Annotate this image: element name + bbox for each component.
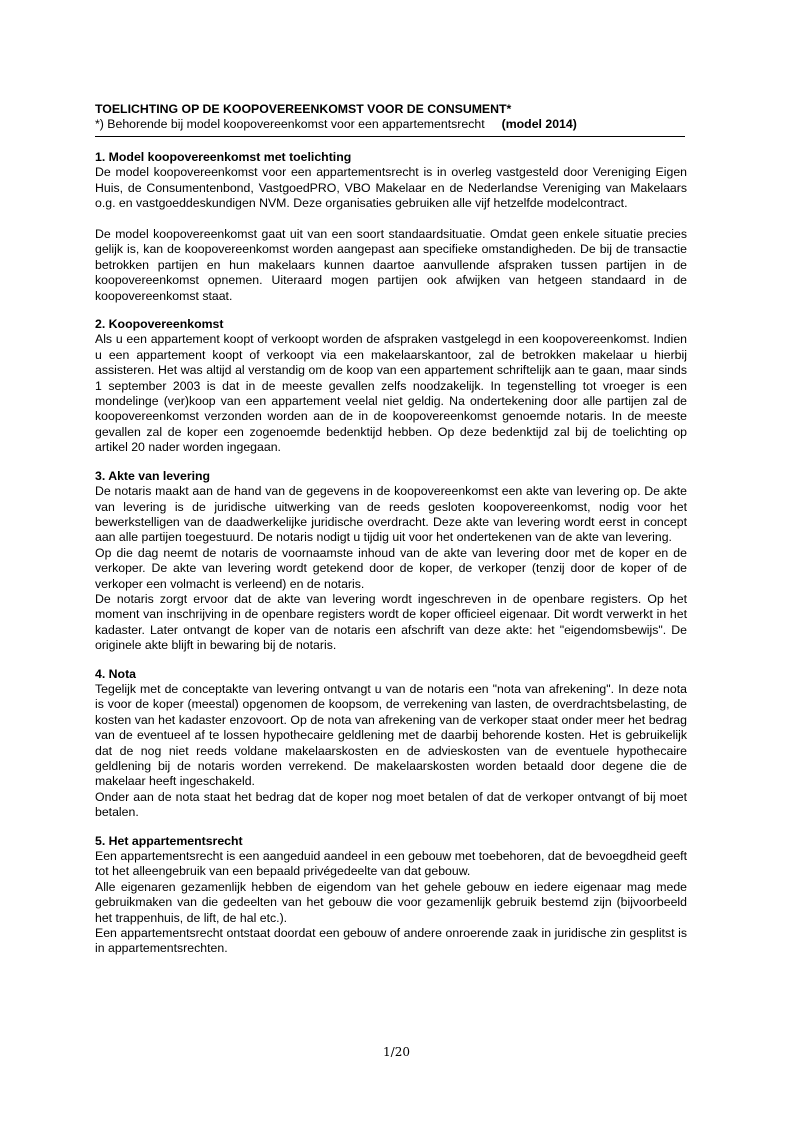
document-subtitle bbox=[95, 117, 687, 132]
section-heading: 3. Akte van levering bbox=[95, 468, 211, 483]
section-heading: 4. Nota bbox=[95, 666, 136, 681]
section-nota bbox=[95, 667, 687, 821]
section-paragraph: De notaris maakt aan de hand van de gegevens in de koopovereenkomst een akte van levering op. De akte van levering is de juridische uitwerking van de reeds gesloten koopovereenkomst, nodig voor het bewerkstelligen van de daadwerkelijke juridische overdracht. Deze akte van levering wordt eerst in concept aan alle partijen toegestuurd. De notaris nodigt u tijdig uit voor het ondertekenen van de akte van levering. bbox=[95, 484, 687, 545]
page-number: 1/20 bbox=[383, 1045, 410, 1059]
section-akte-van-levering bbox=[95, 469, 687, 654]
section-paragraph: Onder aan de nota staat het bedrag dat de koper nog moet betalen of dat de verkoper ontvangt of bij moet betalen. bbox=[95, 789, 687, 820]
section-model bbox=[95, 150, 687, 304]
section-paragraph: De model koopovereenkomst voor een appartementsrecht is in overleg vastgesteld door Vereniging Eigen Huis, de Consumentenbond, VastgoedPRO, VBO Makelaar en de Nederlandse Vereniging van Makelaars o.g. en vastgoeddeskundigen NVM. Deze organisaties gebruiken alle vijf hetzelfde modelcontract. bbox=[95, 165, 687, 211]
section-koopovereenkomst bbox=[95, 317, 687, 456]
subtitle-text: *) Behorende bij model koopovereenkomst voor een appartementsrecht bbox=[95, 117, 485, 131]
section-appartementsrecht bbox=[95, 834, 687, 957]
section-heading: 2. Koopovereenkomst bbox=[95, 317, 224, 332]
section-paragraph: Op die dag neemt de notaris de voornaamste inhoud van de akte van levering door met de koper en de verkoper. De akte van levering wordt getekend door de koper, de verkoper (tenzij door de koper of de verkoper een volmacht is verleend) en de notaris. bbox=[95, 545, 687, 591]
section-paragraph: Alle eigenaren gezamenlijk hebben de eigendom van het gehele gebouw en iedere eigenaar mag mede gebruikmaken van die gedeelten van het gebouw die voor gezamenlijk gebruik bestemd zijn (bijvoorbeeld het trappenhuis, de lift, de hal etc.). bbox=[95, 879, 687, 925]
section-paragraph: Tegelijk met de conceptakte van levering ontvangt u van de notaris een "nota van afrekening". In deze nota is voor de koper (meestal) opgenomen de koopsom, de verrekening van lasten, de overdrachtsbelasting, de kosten van het kadaster enzovoort. Op de nota van afrekening van de verkoper staat onder meer het bedrag van de eventueel af te lossen hypothecaire geldlening met de daarbij behorende kosten. Het is gebruikelijk dat de nog niet reeds voldane makelaarskosten en de advieskosten van de eventuele hypothecaire geldlening bij de notaris worden verrekend. De makelaarskosten worden betaald door degene die de makelaar heeft ingeschakeld. bbox=[95, 681, 687, 789]
document-title: TOELICHTING OP DE KOOPOVEREENKOMST VOOR DE CONSUMENT* bbox=[95, 102, 512, 116]
section-paragraph: Als u een appartement koopt of verkoopt worden de afspraken vastgelegd in een koopovereenkomst. Indien u een appartement koopt of verkoopt via een makelaarskantoor, zal de betrokken makelaar u hierbij assisteren. Het was altijd al verstandig om de koop van een appartement schriftelijk aan te gaan, maar sinds 1 september 2003 is dat in de meeste gevallen zelfs noodzakelijk. In tegenstelling tot vroeger is een mondelinge (ver)koop van een appartement veelal niet geldig. Na ondertekening door alle partijen zal de koopovereenkomst verzonden worden aan de in de koopovereenkomst genoemde notaris. In de meeste gevallen zal de koper een zogenoemde bedenktijd hebben. Op deze bedenktijd zal bij de toelichting op artikel 20 nader worden ingegaan. bbox=[95, 332, 687, 455]
title-divider bbox=[95, 136, 685, 137]
section-paragraph: Een appartementsrecht is een aangeduid aandeel in een gebouw met toebehoren, dat de bevoegdheid geeft tot het alleengebruik van een bepaald privégedeelte van dat gebouw. bbox=[95, 849, 687, 879]
section-paragraph: Een appartementsrecht ontstaat doordat een gebouw of andere onroerende zaak in juridische zin gesplitst is in appartementsrechten. bbox=[95, 926, 687, 956]
model-label: (model 2014) bbox=[501, 117, 577, 131]
section-paragraph: De model koopovereenkomst gaat uit van een soort standaardsituatie. Omdat geen enkele situatie precies gelijk is, kan de koopovereenkomst worden aangepast aan specifieke omstandigheden. De bij de transactie betrokken partijen en hun makelaars kunnen daartoe aanvullende afspraken tussen partijen in de koopovereenkomst opnemen. Uiteraard mogen partijen ook afwijken van hetgeen standaard in de koopovereenkomst staat. bbox=[95, 227, 687, 303]
document-page bbox=[95, 102, 687, 957]
section-heading: 1. Model koopovereenkomst met toelichting bbox=[95, 150, 352, 164]
section-heading: 5. Het appartementsrecht bbox=[95, 833, 243, 848]
section-paragraph: De notaris zorgt ervoor dat de akte van levering wordt ingeschreven in de openbare registers. Op het moment van inschrijving in de openbare registers wordt de koper officieel eigenaar. Dit wordt verwerkt in het kadaster. Later ontvangt de koper van de notaris een afschrift van deze akte: het "eigendomsbewijs". De originele akte blijft in bewaring bij de notaris. bbox=[95, 591, 687, 653]
